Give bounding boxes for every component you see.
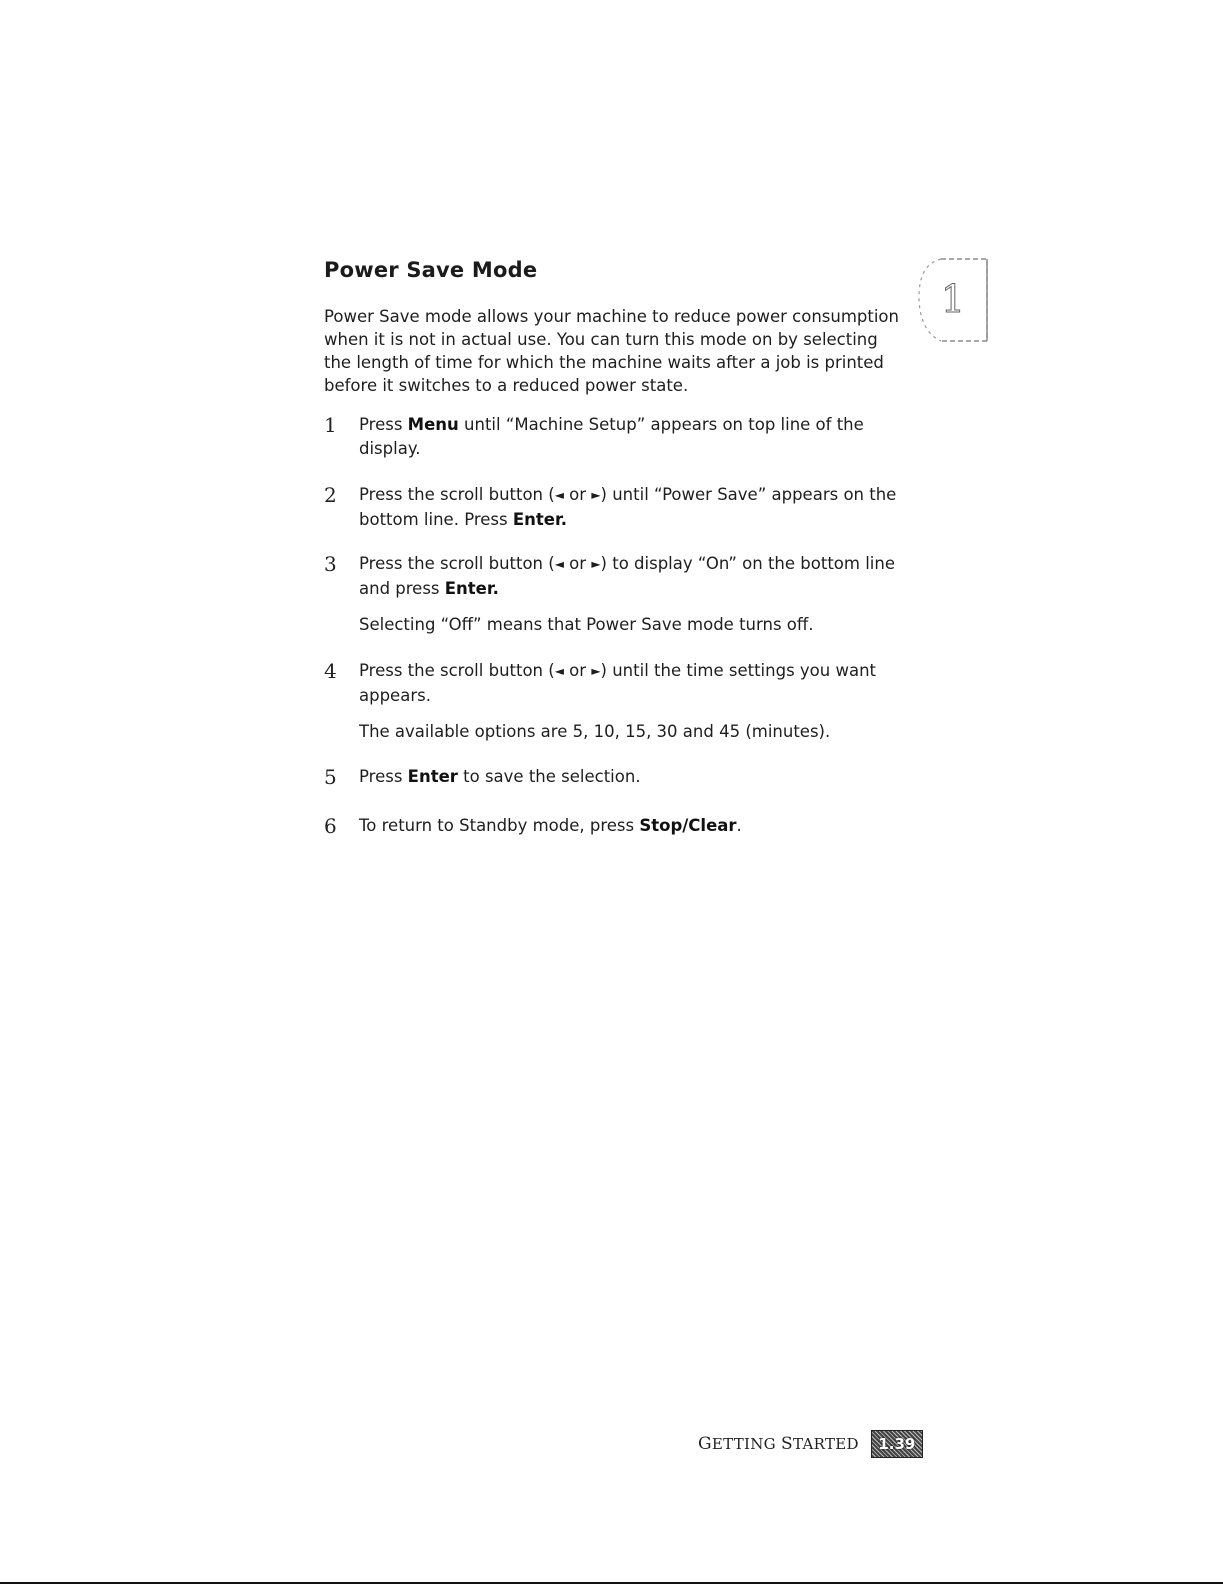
step-text-part: . <box>736 816 742 835</box>
step-text <box>359 765 899 789</box>
key-label: Enter <box>407 767 458 786</box>
step-number: 1 <box>324 413 337 437</box>
footer-label-part: G <box>698 1434 712 1454</box>
step-text <box>359 659 899 744</box>
page-number: 1.39 <box>871 1430 923 1458</box>
step-number: 5 <box>324 765 337 789</box>
footer-label-part: S <box>781 1434 793 1454</box>
step-text-part: ) to display “On” on the bottom line and press <box>359 554 895 598</box>
step-text <box>359 413 899 461</box>
key-label: Stop/Clear <box>639 816 737 835</box>
footer-label-part: TARTED <box>793 1435 859 1453</box>
footer-label-part: ETTING <box>711 1435 776 1453</box>
step-number: 4 <box>324 659 337 683</box>
left-arrow-icon: ◄ <box>554 488 564 502</box>
right-arrow-icon: ► <box>591 557 601 571</box>
step-note: The available options are 5, 10, 15, 30 and 45 (minutes). <box>359 722 831 741</box>
section-title: Power Save Mode <box>324 258 538 282</box>
intro-paragraph: Power Save mode allows your machine to reduce power consumption when it is not in actual use. You can turn this mode on by selecting the length of time for which the machine waits after a job is printed before it switches to a reduced power state. <box>324 307 899 395</box>
step-text-part: Press the scroll button ( <box>359 554 555 573</box>
step-text <box>359 814 899 838</box>
step-text-part: Press the scroll button ( <box>359 661 555 680</box>
left-arrow-icon: ◄ <box>554 557 564 571</box>
step-text-part: ) until “Power Save” appears on the bottom line. Press <box>359 485 897 529</box>
key-label: Menu <box>407 415 459 434</box>
chapter-tab-graphic <box>917 257 989 343</box>
step-number: 6 <box>324 814 337 838</box>
step-text-part: or <box>563 661 592 680</box>
step-text-part: to save the selection. <box>457 767 641 786</box>
footer-section-label <box>698 1434 859 1454</box>
left-arrow-icon: ◄ <box>554 664 564 678</box>
step-text-part: Press <box>359 767 408 786</box>
step-text-part: ) until the time settings you want appears. <box>359 661 877 705</box>
step-note: Selecting “Off” means that Power Save mode turns off. <box>359 615 814 634</box>
step-number: 3 <box>324 552 337 576</box>
key-label: Enter. <box>512 510 568 529</box>
right-arrow-icon: ► <box>591 664 601 678</box>
step-text <box>359 552 899 637</box>
chapter-tab <box>917 257 989 343</box>
step-text <box>359 483 899 532</box>
step-text-part: or <box>563 554 592 573</box>
step-text-part: Press <box>359 415 408 434</box>
step-text-part: or <box>563 485 592 504</box>
page-footer <box>698 1430 923 1458</box>
step-text-part: To return to Standby mode, press <box>359 816 640 835</box>
step-text-part: Press the scroll button ( <box>359 485 555 504</box>
step-number: 2 <box>324 483 337 507</box>
chapter-number: 1 <box>940 277 966 321</box>
right-arrow-icon: ► <box>591 488 601 502</box>
key-label: Enter. <box>444 579 499 598</box>
step-text-part: until “Machine Setup” appears on top line of the display. <box>359 415 864 458</box>
